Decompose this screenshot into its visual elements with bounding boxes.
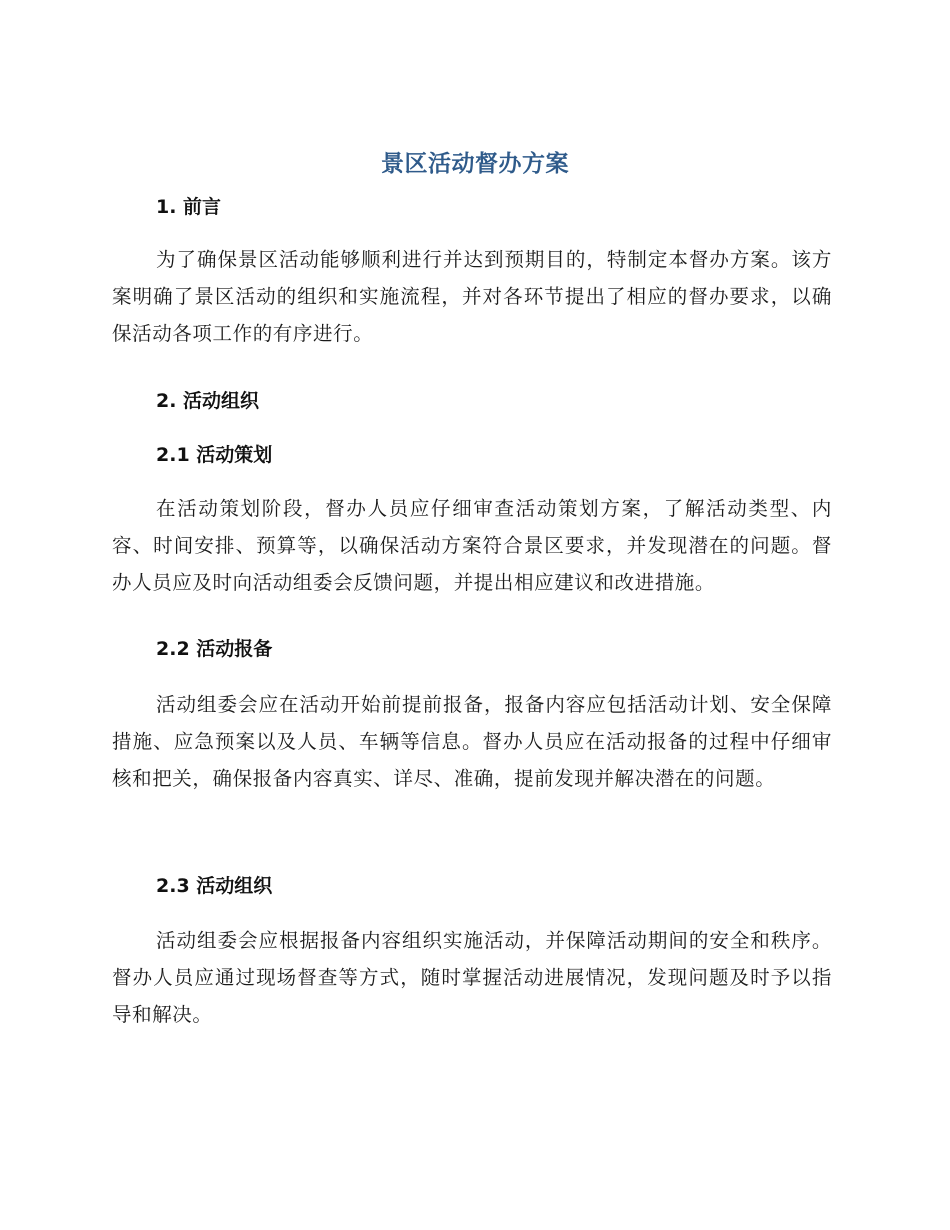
section-heading-preface: 1. 前言	[156, 196, 222, 218]
section-paragraph-activity-filing: 活动组委会应在活动开始前提前报备，报备内容应包括活动计划、安全保障措施、应急预案以及人员、车辆等信息。督办人员应在活动报备的过程中仔细审核和把关，确保报备内容真实、详尽、准确，提前发现并解决潜在的问题。	[112, 693, 832, 790]
section-heading-activity-planning: 2.1 活动策划	[156, 444, 273, 466]
section-heading-activity-organization: 2. 活动组织	[156, 390, 260, 412]
section-paragraph-preface: 为了确保景区活动能够顺利进行并达到预期目的，特制定本督办方案。该方案明确了景区活动的组织和实施流程，并对各环节提出了相应的督办要求，以确保活动各项工作的有序进行。	[112, 248, 832, 345]
section-paragraph-activity-implementation: 活动组委会应根据报备内容组织实施活动，并保障活动期间的安全和秩序。督办人员应通过现场督查等方式，随时掌握活动进展情况，发现问题及时予以指导和解决。	[112, 929, 832, 1026]
section-heading-activity-implementation: 2.3 活动组织	[156, 875, 273, 897]
section-heading-activity-filing: 2.2 活动报备	[156, 638, 273, 660]
document-title: 景区活动督办方案	[381, 151, 569, 177]
section-paragraph-activity-planning: 在活动策划阶段，督办人员应仔细审查活动策划方案，了解活动类型、内容、时间安排、预算等，以确保活动方案符合景区要求，并发现潜在的问题。督办人员应及时向活动组委会反馈问题，并提出相应建议和改进措施。	[112, 497, 832, 594]
